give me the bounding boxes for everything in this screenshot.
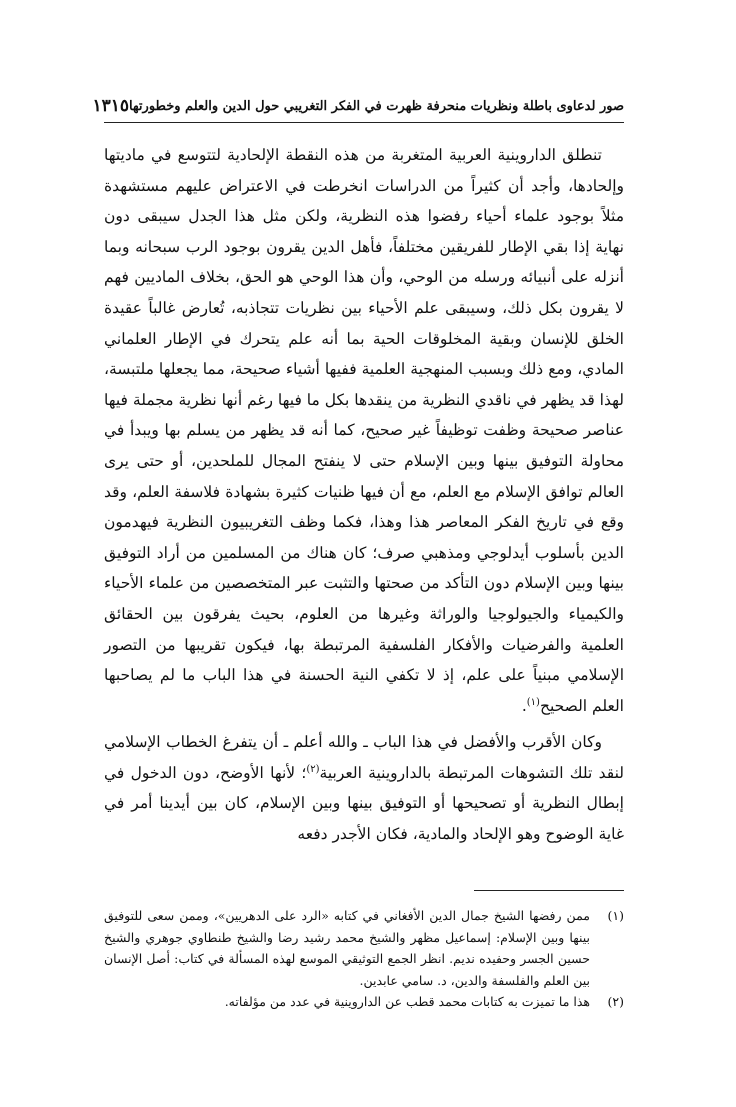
footnote-text: هذا ما تميزت به كتابات محمد قطب عن الداروينية في عدد من مؤلفاته.: [224, 994, 590, 1009]
page-number: ١٣١٥: [92, 96, 129, 116]
running-title: صور لدعاوى باطلة ونظريات منحرفة ظهرت في الفكر التغريبي حول الدين والعلم وخطورتها: [128, 98, 624, 114]
footnote-2: [104, 991, 624, 1013]
footnote-ref-2: (٢): [306, 763, 320, 775]
paragraph-1: [104, 140, 624, 721]
footnote-ref-1: (١): [526, 696, 540, 708]
page-header: [92, 90, 624, 123]
footnote-number: (٢): [607, 994, 624, 1009]
paragraph-1-end: .: [521, 696, 527, 715]
footnotes: [104, 905, 624, 1013]
paragraph-2-text-b: ؛ لأنها الأوضح، دون الدخول في إبطال النظرية أو تصحيحها أو التوفيق بينها وبين الإسلام، كان بين أيدينا أمر في غاية الوضوح وهو الإلحاد والمادية، فكان الأجدر دفعه: [104, 763, 624, 844]
paragraph-2: [104, 727, 624, 849]
footnote-1: [104, 905, 624, 991]
footnote-number: (١): [607, 908, 624, 923]
main-text: [104, 140, 624, 850]
footnote-text: ممن رفضها الشيخ جمال الدين الأفغاني في كتابه «الرد على الدهريين»، وممن سعى للتوفيق بينها وبين الإسلام: إسماعيل مظهر والشيخ محمد رشيد رضا والشيخ طنطاوي جوهري والشيخ حسين الجسر وحفيده نديم. انظر الجمع التوثيقي الموسع لهذه المسألة في كتاب: أصل الإنسان بين العلم والفلسفة والدين، د. سامي عابدين.: [104, 908, 590, 988]
footnote-separator: [474, 890, 624, 891]
paragraph-2-text-a: وكان الأقرب والأفضل في هذا الباب ـ والله أعلم ـ أن يتفرغ الخطاب الإسلامي لنقد تلك التشوهات المرتبطة بالداروينية العربية: [104, 733, 624, 782]
paragraph-1-text: تنطلق الداروينية العربية المتغربة من هذه النقطة الإلحادية لتتوسع في ماديتها وإلحادها، وأجد أن كثيراً من الدراسات انخرطت في الاعتراض عليهم مستشهدة مثلاً بوجود علماء أحياء رفضوا هذه النظرية، ولكن مثل هذا الجدل سيبقى دون نهاية إذا بقي الإطار للفريقين مختلفاً، فأهل الدين يقرون بوجود الرب سبحانه وبما أنزله على أنبيائه ورسله من الوحي، وأن هذا الوحي هو الحق، بخلاف الماديين فهم لا يقرون بكل ذلك، وسيبقى علم الأحياء بين نظريات تتجاذبه، تُعارض غالباً عقيدة الخلق للإنسان وبقية المخلوقات الحية بما أنه علم يتحرك في الإطار العلماني المادي، ومع ذلك وبسبب المنهجية العلمية ففيها أشياء صحيحة، مما يجعلها ملتبسة، لهذا قد يظهر في ناقدي النظرية من ينقدها بكل ما فيها رغم أنها نظرية مجملة فيها عناصر صحيحة وظفت توظيفاً غير صحيح، كما أنه قد يظهر من يسلم بها ويبدأ في محاولة التوفيق بينها وبين الإسلام حتى لا ينفتح المجال للملحدين، أو حتى يرى العالم توافق الإسلام مع العلم، مع أن فيها ظنيات كثيرة بشهادة فلاسفة العلم، وقد وقع في تاريخ الفكر المعاصر هذا وهذا، فكما وظف التغريبيون النظرية فيهدمون الدين بأسلوب أيدلوجي ومذهبي صرف؛ كان هناك من المسلمين من أراد التوفيق بينها وبين الإسلام دون التأكد من صحتها والتثبت عبر المتخصصين من علماء الأحياء والكيمياء والجيولوجيا والوراثة وغيرها من العلوم، بحيث يفرقون بين الحقائق العلمية والفرضيات والأفكار الفلسفية المرتبطة بها، فيكون تقريبها من التصور الإسلامي مبنياً على علم، إذ لا تكفي النية الحسنة في هذا الباب ما لم يصاحبها العلم الصحيح: [104, 146, 624, 715]
